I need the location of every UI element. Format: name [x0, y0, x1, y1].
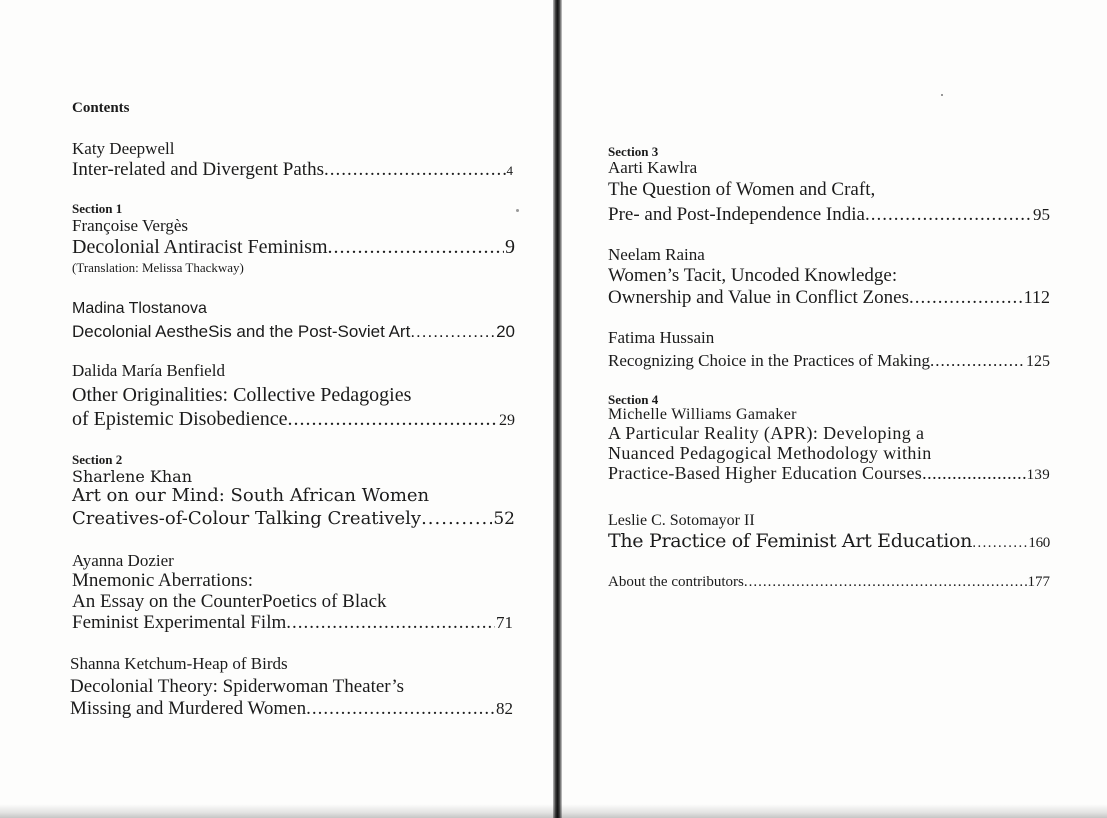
entry-title-line[interactable] [608, 574, 1050, 591]
entry-title-line[interactable] [72, 159, 513, 181]
page-number: 52 [493, 509, 515, 529]
page-number: 125 [1026, 353, 1050, 370]
entry-title-line[interactable] [608, 287, 1050, 309]
toc-entry [608, 512, 1050, 552]
leader-dots [930, 351, 1025, 371]
entry-author: Sharlene Khan [72, 467, 192, 486]
toc-entry [72, 551, 513, 634]
toc-entry [72, 139, 513, 181]
leader-dots [286, 612, 495, 634]
entry-title-line[interactable] [72, 408, 515, 431]
entry-title-line[interactable] [72, 236, 515, 259]
entry-title-line[interactable] [608, 463, 1050, 484]
entry-title-line[interactable] [608, 530, 1050, 552]
leader-dots [972, 536, 1027, 551]
entry-author: Leslie C. Sotomayor II [608, 512, 755, 529]
section-label: Section 1 [72, 201, 123, 216]
page-number: 112 [1023, 287, 1050, 307]
page-number: 82 [496, 699, 513, 718]
toc-entry [608, 392, 1050, 484]
toc-entry [608, 328, 1050, 371]
entry-title: Ownership and Value in Conflict Zones [608, 287, 909, 308]
page-number: 95 [1033, 205, 1050, 224]
entry-title: Mnemonic Aberrations: [72, 570, 253, 591]
entry-title-line[interactable] [72, 508, 515, 529]
entry-title: Practice-Based Higher Education Courses [608, 463, 923, 483]
entry-author: Dalida María Benfield [72, 361, 225, 380]
entry-author: Katy Deepwell [72, 139, 175, 158]
leader-dots [410, 322, 495, 342]
entry-title: Recognizing Choice in the Practices of Making [608, 351, 930, 370]
toc-entry [608, 574, 1050, 591]
entry-title: Inter-related and Divergent Paths [72, 159, 324, 180]
toc-entry [72, 361, 515, 431]
entry-title: A Particular Reality (APR): Developing a [608, 423, 925, 443]
leader-dots [328, 236, 504, 259]
entry-title-line[interactable] [608, 204, 1050, 226]
toc-entry [608, 144, 1050, 226]
translation-note: (Translation: Melissa Thackway) [72, 260, 244, 275]
entry-title: Feminist Experimental Film [72, 612, 287, 633]
entry-author: Neelam Raina [608, 245, 705, 264]
leader-dots [909, 287, 1023, 309]
entry-title-line[interactable] [72, 322, 515, 342]
page-number: 177 [1027, 574, 1050, 590]
entry-title: An Essay on the CounterPoetics of Black [72, 591, 387, 612]
leader-dots [288, 408, 499, 431]
toc-entry [72, 201, 515, 276]
left-page [0, 0, 553, 818]
right-page [562, 0, 1107, 818]
entry-title: Decolonial Antiracist Feminism [72, 236, 328, 258]
page-number: 71 [496, 613, 513, 632]
section-label: Section 2 [72, 452, 123, 467]
entry-title: Women’s Tacit, Uncoded Knowledge: [608, 265, 898, 286]
entry-author: Françoise Vergès [72, 216, 188, 235]
page-bottom-shadow [0, 804, 1107, 818]
entry-title-line[interactable] [72, 612, 513, 634]
entry-author: Madina Tlostanova [72, 300, 207, 317]
entry-title: Decolonial Theory: Spiderwoman Theater’s [70, 676, 404, 697]
entry-title: of Epistemic Disobedience [72, 408, 288, 430]
book-gutter [553, 0, 562, 818]
toc-entry [72, 300, 515, 342]
page-number: 20 [496, 322, 515, 341]
entry-author: Shanna Ketchum-Heap of Birds [70, 654, 288, 673]
paper-speck [516, 209, 519, 212]
entry-author: Fatima Hussain [608, 328, 715, 347]
leader-dots [865, 204, 1032, 226]
page-number: 160 [1028, 535, 1050, 551]
toc-entry [72, 452, 515, 529]
section-label: Section 3 [608, 144, 659, 159]
paper-speck [941, 94, 943, 96]
toc-entry [608, 245, 1050, 309]
leader-dots [744, 574, 1027, 591]
page-number: 29 [499, 412, 515, 429]
entry-title: Decolonial AestheSis and the Post-Soviet Art [72, 322, 411, 341]
section-label: Section 4 [608, 392, 659, 407]
entry-title: Creatives-of-Colour Talking Creatively [72, 508, 422, 529]
entry-title: Other Originalities: Collective Pedagogies [72, 384, 412, 406]
entry-author: Ayanna Dozier [72, 551, 174, 570]
leader-dots [922, 463, 1025, 484]
page-number: 139 [1026, 467, 1050, 483]
contents-heading: Contents [72, 100, 130, 116]
entry-title: Art on our Mind: South African Women [72, 485, 430, 506]
entry-author: Aarti Kawlra [608, 158, 698, 177]
entry-title-line[interactable] [608, 351, 1050, 371]
leader-dots [324, 159, 506, 181]
entry-title-line[interactable] [70, 698, 513, 720]
entry-title: Pre- and Post-Independence India [608, 204, 865, 225]
entry-title: The Question of Women and Craft, [608, 179, 876, 200]
toc-entry [70, 654, 513, 720]
entry-title: The Practice of Feminist Art Education [608, 530, 973, 552]
page-number: 9 [505, 236, 515, 258]
entry-title: Nuanced Pedagogical Methodology within [608, 443, 932, 463]
page-number: 4 [506, 163, 513, 178]
entry-title: About the contributors [608, 574, 744, 590]
entry-title: Missing and Murdered Women [70, 698, 307, 719]
entry-author: Michelle Williams Gamaker [608, 406, 797, 423]
leader-dots [306, 698, 495, 720]
leader-dots [421, 508, 492, 529]
